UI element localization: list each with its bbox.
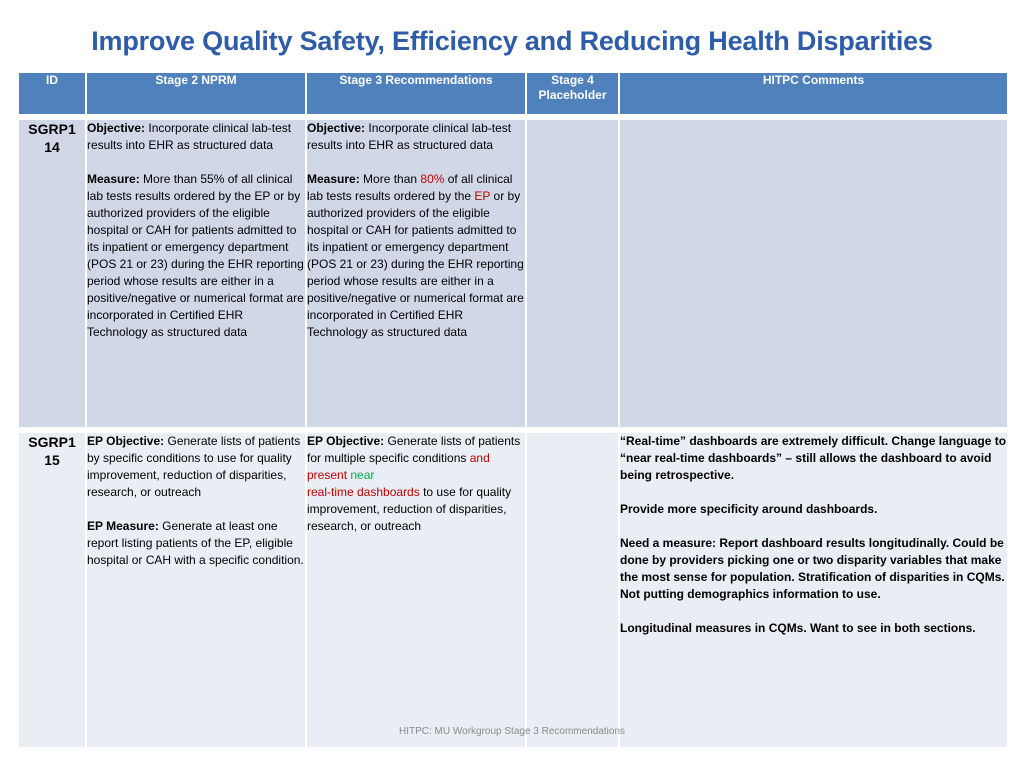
objective-text: Generate lists of patients for multiple specific conditions xyxy=(307,434,521,465)
measure-text: of all clinical lab tests results ordered by the xyxy=(307,172,513,203)
stage2-cell xyxy=(86,432,306,748)
stage3-cell xyxy=(306,432,526,748)
objective-text: Incorporate clinical lab-test results into EHR as structured data xyxy=(307,121,512,152)
measure-label: EP Measure: xyxy=(87,519,159,533)
comment-paragraph: Need a measure: Report dashboard results longitudinally. Could be done by providers picking one or two disparity variables that make the most sense for population. Stratification of disparities in CQMs. Not putting demographics information to use. xyxy=(620,536,1005,601)
header-stage2: Stage 2 NPRM xyxy=(86,72,306,115)
stage3-objective xyxy=(307,120,525,154)
objective-text: to use for quality improvement, reduction of disparities, research, or outreach xyxy=(307,485,512,533)
table-row xyxy=(18,432,1008,748)
measure-changed-text: EP xyxy=(474,189,491,203)
header-comments: HITPC Comments xyxy=(619,72,1008,115)
measure-text: More than xyxy=(359,172,421,186)
header-stage4-line2: Placeholder xyxy=(538,88,607,102)
header-stage4-line1: Stage 4 xyxy=(551,73,594,87)
measure-label: Measure: xyxy=(307,172,360,186)
stage3-cell xyxy=(306,119,526,428)
objective-changed-text: and present xyxy=(307,451,490,482)
header-stage4 xyxy=(526,72,619,115)
comment-paragraph: Longitudinal measures in CQMs. Want to see in both sections. xyxy=(620,621,976,635)
slide-footer: HITPC: MU Workgroup Stage 3 Recommendations xyxy=(398,726,625,737)
stage4-cell xyxy=(526,432,619,748)
measure-changed-text: 80% xyxy=(420,172,445,186)
row-id xyxy=(18,119,86,428)
header-stage3: Stage 3 Recommendations xyxy=(306,72,526,115)
measure-label: Measure: xyxy=(87,172,140,186)
comments-cell xyxy=(619,119,1008,428)
stage2-measure xyxy=(87,171,305,341)
objective-text: Generate lists of patients by specific conditions to use for quality improvement, reduction of disparities, research, or outreach xyxy=(87,434,301,499)
stage4-cell xyxy=(526,119,619,428)
stage3-objective xyxy=(307,433,525,535)
row-id-line1: SGRP1 xyxy=(28,434,76,450)
header-id: ID xyxy=(18,72,86,115)
table-row xyxy=(18,119,1008,428)
recommendations-table xyxy=(17,71,1009,749)
stage2-objective xyxy=(87,433,305,501)
table-header-row xyxy=(18,72,1008,115)
objective-label: Objective: xyxy=(307,121,366,135)
objective-text: Incorporate clinical lab-test results into EHR as structured data xyxy=(87,121,292,152)
measure-text: More than 55% of all clinical lab tests results ordered by the EP or by authorized providers of the eligible hospital or CAH for patients admitted to its inpatient or emergency department (POS 21 or 23) during the EHR reporting period whose results are either in a positive/negative or numerical format are incorporated in Certified EHR Technology as structured data xyxy=(87,172,304,339)
stage3-measure xyxy=(307,171,525,341)
comments-cell xyxy=(619,432,1008,748)
row-id xyxy=(18,432,86,748)
objective-label: EP Objective: xyxy=(87,434,165,448)
comment-paragraph: Provide more specificity around dashboards. xyxy=(620,502,878,516)
objective-changed-text: real-time dashboards xyxy=(307,485,420,499)
stage2-objective xyxy=(87,120,305,154)
row-id-line1: SGRP1 xyxy=(28,121,76,137)
measure-text: Generate at least one report listing patients of the EP, eligible hospital or CAH with a specific condition. xyxy=(87,519,304,567)
stage2-measure xyxy=(87,518,305,569)
slide-title: Improve Quality Safety, Efficiency and Reducing Health Disparities xyxy=(91,26,933,56)
objective-added-text: near xyxy=(350,468,375,482)
objective-label: EP Objective: xyxy=(307,434,385,448)
row-id-line2: 14 xyxy=(44,139,60,155)
row-id-line2: 15 xyxy=(44,452,60,468)
measure-text: or by authorized providers of the eligible hospital or CAH for patients admitted to its inpatient or emergency department (POS 21 or 23) during the EHR reporting period whose results are either in a positive/negative or numerical format are incorporated in Certified EHR Technology as structured data xyxy=(307,189,524,339)
objective-label: Objective: xyxy=(87,121,146,135)
comment-paragraph: “Real-time” dashboards are extremely difficult. Change language to “near real-time dashboards” – still allows the dashboard to avoid being retrospective. xyxy=(620,434,1007,482)
stage2-cell xyxy=(86,119,306,428)
